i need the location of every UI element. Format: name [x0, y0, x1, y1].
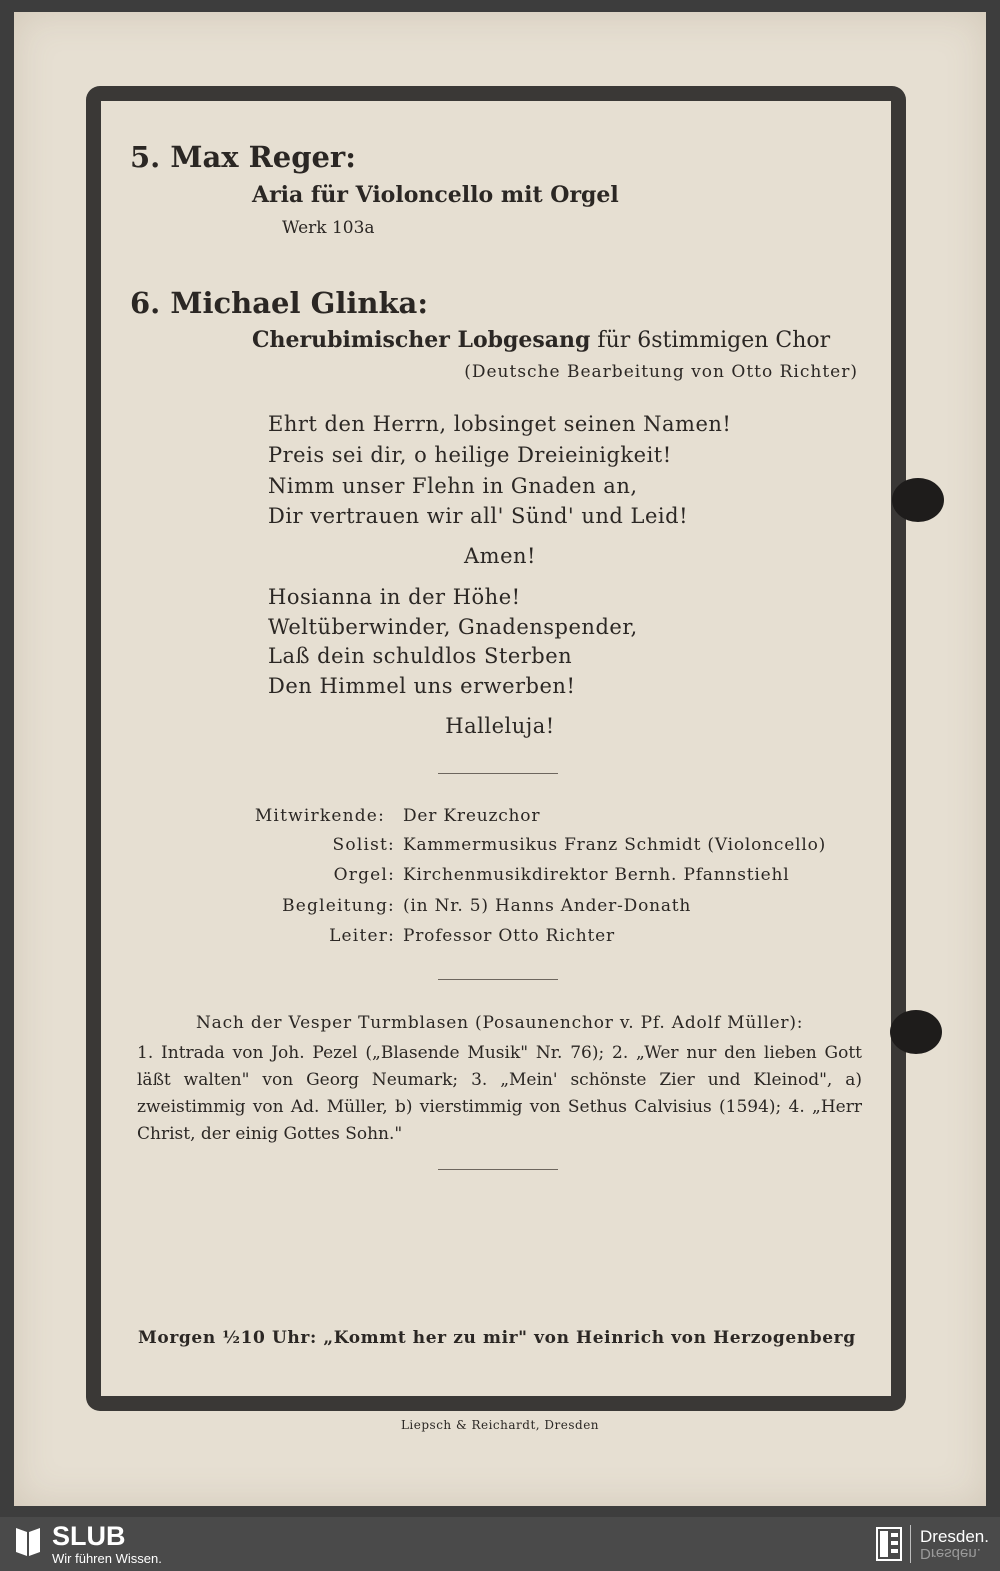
- amen: Amen!: [464, 544, 536, 568]
- lyric-line: Preis sei dir, o heilige Dreieinigkeit!: [268, 443, 672, 467]
- item6-work-rest: für 6stimmigen Chor: [597, 328, 831, 353]
- credit-label: Orgel:: [333, 865, 395, 885]
- printer-imprint: Liepsch & Reichardt, Dresden: [400, 1418, 600, 1432]
- credit-value: Kirchenmusikdirektor Bernh. Pfannstiehl: [403, 865, 790, 885]
- credit-value: Der Kreuzchor: [403, 806, 541, 826]
- after-vesper-body: 1. Intrada von Joh. Pezel („Blasende Musik" Nr. 76); 2. „Wer nur den lieben Gott läßt walten" von Georg Neumark; 3. „Mein' schönste Zier und Kleinod", a) zweistimmig von Ad. Müller, b) vierstimmig von Sethus Calvisius (1594); 4. „Herr Christ, der einig Gottes Sohn.": [137, 1043, 862, 1144]
- footer-separator: [910, 1525, 911, 1563]
- lyric-line: Den Himmel uns erwerben!: [268, 674, 576, 698]
- dresden-crest-icon: [876, 1527, 902, 1561]
- divider: [438, 979, 558, 980]
- dresden-logo-reflection: Dresden.: [920, 1545, 981, 1562]
- slub-brand[interactable]: SLUB: [52, 1521, 126, 1551]
- halleluja: Halleluja!: [445, 714, 555, 738]
- lyric-line: Nimm unser Flehn in Gnaden an,: [268, 474, 638, 498]
- ornamental-border: [86, 86, 906, 1411]
- lyric-line: Hosianna in der Höhe!: [268, 585, 521, 609]
- book-icon: [14, 1524, 42, 1558]
- lyric-line: Laß dein schuldlos Sterben: [268, 644, 573, 668]
- credit-label: Begleitung:: [282, 896, 395, 916]
- item5-opus: Werk 103a: [282, 218, 375, 238]
- punch-hole-upper: [892, 478, 944, 522]
- tomorrow-announcement: Morgen ½10 Uhr: „Kommt her zu mir" von Heinrich von Herzogenberg: [138, 1328, 856, 1348]
- credit-label: Leiter:: [329, 926, 395, 946]
- footer-bar: [0, 1517, 1000, 1571]
- credit-value: Kammermusikus Franz Schmidt (Violoncello): [403, 835, 827, 855]
- credit-label: Mitwirkende:: [254, 806, 385, 826]
- lyric-line: Dir vertrauen wir all' Sünd' und Leid!: [268, 504, 689, 528]
- lyric-line: Weltüberwinder, Gnadenspender,: [268, 615, 638, 639]
- lyric-line: Ehrt den Herrn, lobsinget seinen Namen!: [268, 412, 732, 436]
- after-vesper-heading: Nach der Vesper Turmblasen (Posaunenchor v. Pf. Adolf Müller):: [196, 1013, 804, 1033]
- item5-heading: 5. Max Reger:: [130, 140, 356, 174]
- item5-work: Aria für Violoncello mit Orgel: [252, 182, 619, 208]
- divider: [438, 773, 558, 774]
- credit-label: Solist:: [332, 835, 395, 855]
- dresden-logo[interactable]: Dresden.: [920, 1527, 989, 1546]
- slub-tagline: Wir führen Wissen.: [52, 1551, 162, 1566]
- item6-work: [252, 327, 830, 353]
- credit-value: Professor Otto Richter: [403, 926, 615, 946]
- credit-value: (in Nr. 5) Hanns Ander-Donath: [403, 896, 692, 916]
- item6-heading: 6. Michael Glinka:: [130, 286, 429, 320]
- punch-hole-lower: [890, 1010, 942, 1054]
- item6-arrangement: (Deutsche Bearbeitung von Otto Richter): [464, 362, 858, 382]
- divider: [438, 1169, 558, 1170]
- item6-work-title: Cherubimischer Lobgesang: [252, 327, 591, 353]
